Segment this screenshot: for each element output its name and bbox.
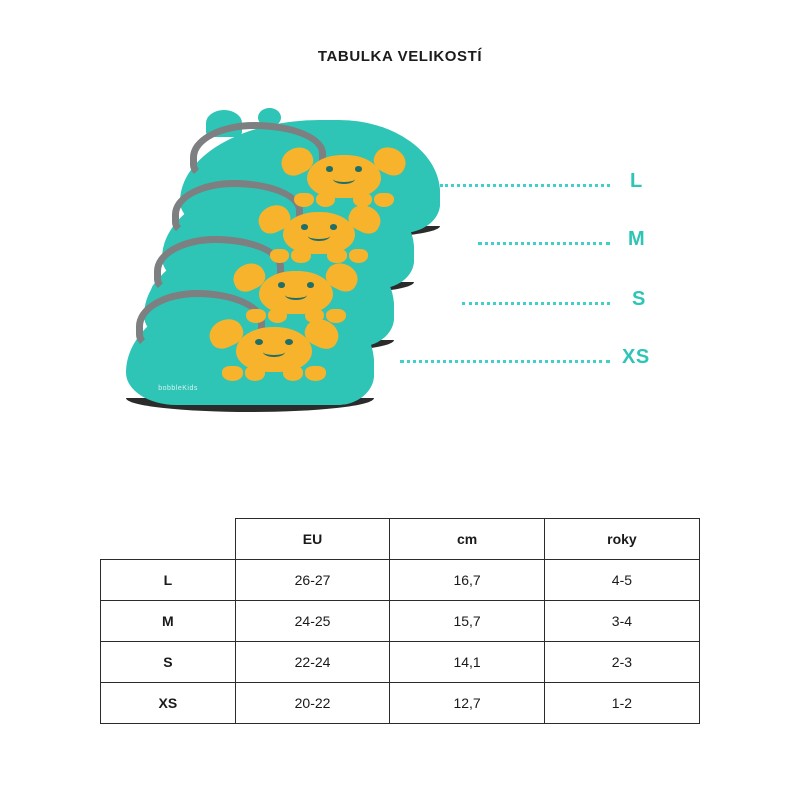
row-eu-value: 24-25 [235, 601, 390, 642]
table-row [101, 683, 700, 724]
table-header-roky: roky [544, 519, 699, 560]
row-size-label: L [101, 560, 236, 601]
table-row [101, 642, 700, 683]
row-size-label: M [101, 601, 236, 642]
table-header-cm: cm [390, 519, 545, 560]
page-title: TABULKA VELIKOSTÍ [317, 48, 483, 65]
row-roky-value: 3-4 [544, 601, 699, 642]
row-size-label: S [101, 642, 236, 683]
row-size-label: XS [101, 683, 236, 724]
table-row [101, 601, 700, 642]
table-header-eu: EU [235, 519, 390, 560]
table-header-row [101, 519, 700, 560]
brand-watermark: bobbleKids [158, 385, 198, 393]
leader-line-l [440, 182, 610, 187]
row-eu-value: 22-24 [235, 642, 390, 683]
crab-print-icon [266, 202, 372, 266]
row-cm-value: 14,1 [390, 642, 545, 683]
leader-line-m [478, 240, 610, 245]
row-roky-value: 4-5 [544, 560, 699, 601]
row-eu-value: 26-27 [235, 560, 390, 601]
crab-print-icon [290, 144, 398, 210]
size-label-l: L [630, 170, 643, 192]
row-cm-value: 12,7 [390, 683, 545, 724]
size-label-xs: XS [622, 346, 650, 368]
row-eu-value: 20-22 [235, 683, 390, 724]
table-row [101, 560, 700, 601]
row-roky-value: 1-2 [544, 683, 699, 724]
size-chart-table [100, 518, 700, 724]
row-cm-value: 16,7 [390, 560, 545, 601]
row-roky-value: 2-3 [544, 642, 699, 683]
crab-print-icon [218, 316, 330, 384]
size-label-m: M [628, 228, 646, 250]
product-size-illustration [100, 100, 700, 420]
leader-line-s [462, 300, 610, 305]
row-cm-value: 15,7 [390, 601, 545, 642]
size-label-s: S [632, 288, 646, 310]
table-corner-blank [101, 519, 236, 560]
leader-line-xs [400, 358, 610, 363]
